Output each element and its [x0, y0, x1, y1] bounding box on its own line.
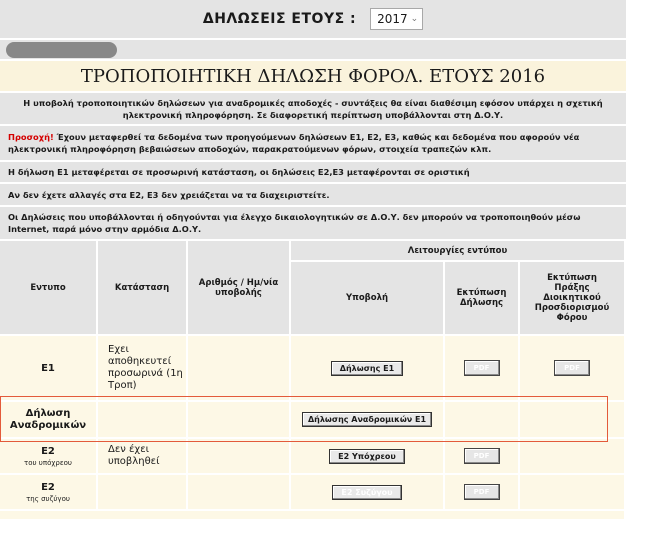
notice-retroactive: [0, 93, 626, 126]
page-title: ΤΡΟΠΟΠΟΙΗΤΙΚΗ ΔΗΛΩΣΗ ΦΟΡΟΛ. ΕΤΟΥΣ 2016: [0, 61, 626, 93]
col-header-status: Κατάσταση: [98, 241, 188, 336]
print-e2-taxpayer-pdf-button[interactable]: PDF: [464, 448, 500, 464]
forms-table: [0, 241, 626, 519]
notice-e1-temporary: [0, 162, 626, 184]
row-e2-spouse-submit-cell: [291, 475, 445, 511]
row-e2-spouse-number: [188, 475, 291, 511]
year-header: [0, 0, 626, 40]
notice-doy-only: [0, 207, 626, 241]
row-e2-spouse-form-sub: της συζύγου: [26, 494, 70, 503]
col-header-form: Εντυπο: [0, 241, 98, 336]
submit-e1-button[interactable]: Δήλωσης Ε1: [331, 361, 403, 376]
notice-e1-text: Η δήλωση Ε1 μεταφέρεται σε προσωρινή κατάσταση, οι δηλώσεις Ε2,Ε3 μεταφέρονται σε οριστική: [8, 167, 470, 177]
row-e2-taxpayer-form-sub: του υπόχρεου: [24, 458, 72, 467]
row-e2-spouse-form-label: Ε2: [41, 481, 55, 493]
year-select-value: 2017: [377, 12, 408, 26]
retro-row-highlight: [0, 396, 608, 442]
print-e1-pdf-button[interactable]: PDF: [464, 360, 500, 376]
notice-warning-text: Έχουν μεταφερθεί τα δεδομένα των προηγούμενων δηλώσεων Ε1, Ε2, Ε3, καθώς και δεδομένα που αφορούν νέα ηλεκτρονική πληροφόρηση βεβαιώσεων αποδοχών, παρακρατούμενων φόρων, στοιχεία τραπεζών κλπ.: [8, 132, 580, 154]
row-e2-spouse-form: [0, 475, 98, 511]
submit-e2-taxpayer-button[interactable]: Ε2 Υπόχρεου: [329, 449, 405, 464]
col-header-print-act: Εκτύπωση Πράξης Διοικητικού Προσδιορισμού Φόρου: [520, 262, 626, 336]
submit-e2-spouse-button[interactable]: Ε2 Συζύγου: [332, 485, 401, 500]
row-e2-taxpayer-form-label: Ε2: [41, 445, 55, 457]
row-e2-taxpayer-form: [0, 439, 98, 475]
row-e1-status: Εχει αποθηκευτεί προσωρινά (1η Τροπ): [98, 336, 188, 402]
col-header-print: Εκτύπωση Δήλωσης: [445, 262, 520, 336]
print-e2-spouse-pdf-button[interactable]: PDF: [464, 484, 500, 500]
chevron-down-icon: ⌄: [410, 14, 419, 24]
col-header-submit: Υποβολή: [291, 262, 445, 336]
row-e1-submit-cell: [291, 336, 445, 402]
row-e1-print-act-cell: [520, 336, 626, 402]
table-footer-strip: [0, 511, 626, 519]
row-e2-taxpayer-print-act-cell: [520, 439, 626, 475]
row-e2-spouse-print-cell: [445, 475, 520, 511]
col-header-operations: Λειτουργίες εντύπου: [291, 241, 626, 262]
notice-warning: [0, 126, 626, 162]
user-bar: [0, 40, 626, 61]
row-e1-number: [188, 336, 291, 402]
row-e2-spouse-status: [98, 475, 188, 511]
row-e2-taxpayer-print-cell: [445, 439, 520, 475]
year-select[interactable]: [370, 8, 423, 30]
row-e2-taxpayer-number: [188, 439, 291, 475]
col-header-number: Αριθμός / Ημ/νία υποβολής: [188, 241, 291, 336]
notice-retroactive-text: Η υποβολή τροποποιητικών δηλώσεων για αναδρομικές αποδοχές - συντάξεις θα είναι διαθέσιμη εφόσον υπάρχει η σχετική ηλεκτρονική πληροφόρηση. Σε διαφορετική περίπτωση υποβάλλονται στη Δ.Ο.Υ.: [23, 97, 603, 120]
row-retro-form: Δήλωση Αναδρομικών: [0, 402, 98, 439]
notice-no-changes: [0, 184, 626, 207]
notice-doy-text: Οι Δηλώσεις που υποβάλλονται ή οδηγούνται για έλεγχο δικαιολογητικών σε Δ.Ο.Υ. δεν μπορούν να τροποποιηθούν μέσω Internet, παρά μόνο στην αρμόδια Δ.Ο.Υ.: [8, 212, 581, 234]
submit-retro-e1-button[interactable]: Δήλωσης Αναδρομικών Ε1: [302, 412, 432, 427]
row-e1-print-cell: [445, 336, 520, 402]
notice-no-changes-text: Αν δεν έχετε αλλαγές στα Ε2, Ε3 δεν χρειάζεται να τα διαχειριστείτε.: [8, 189, 330, 200]
print-act-e1-pdf-button[interactable]: PDF: [554, 360, 590, 376]
row-e1-form: Ε1: [0, 336, 98, 402]
row-e2-taxpayer-submit-cell: [291, 439, 445, 475]
row-e2-taxpayer-status: Δεν έχει υποβληθεί: [98, 439, 188, 475]
redacted-user-name: [6, 42, 117, 58]
notice-warning-body: [8, 131, 618, 155]
year-label: ΔΗΛΩΣΕΙΣ ΕΤΟΥΣ :: [202, 11, 357, 27]
warning-label: Προσοχή!: [8, 132, 54, 142]
row-e2-spouse-print-act-cell: [520, 475, 626, 511]
